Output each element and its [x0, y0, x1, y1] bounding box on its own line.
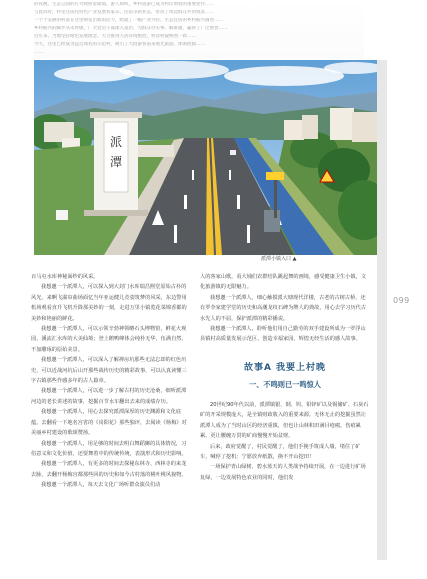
paragraph: 我想邀一个派潭人，有更多的时间去探秘东林寺、西林寺的来龙去脉，去翻开杨梅宫都那些回的历史和如今古村落的桃叶桃风貌物。: [31, 461, 187, 478]
gate-sign-char: 派: [109, 135, 123, 149]
right-text-column-top: [200, 272, 370, 345]
left-text-column: [31, 272, 187, 491]
paragraph: 20世纪90年代以前，派潭镇银、钢、钨、铅锌矿以及锡储矿、石灰石矿的开采规模庞大，是全镇财政收入的重要来源。无休无止的挖掘虽然让派潭人成为了当时山区的经济重镇，但也让山林积田满目疮痍，伤痕累累，更让腰缠万贯的矿商慢慢开始盆财。: [200, 402, 369, 440]
chapter-title: 故事A 我要上村晚: [243, 363, 327, 373]
paragraph: 我想邀一个派潭人，每天去文化广场听群众演员们动: [41, 482, 161, 489]
paragraph: 百马屯水库神秘面纱的风采。: [31, 274, 99, 280]
faded-line: 与此同时，村里还依托特色产业发展农家乐、民宿等新业态，带动了周边群众共同致富……: [34, 10, 214, 15]
section-title: 一、不鸣则已一鸣惊人: [249, 380, 321, 389]
paragraph: 一场保护青山绿树、碧水蓝天的人类战争持续开展，在一边进行矿场复绿，一边发展特色农业的同时，他们发: [200, 464, 366, 481]
faded-line: 乡村振兴的脚步从未停歇，广大党员干部深入基层，为群众办实事、解难题，赢得了广泛赞誉……: [34, 26, 228, 31]
faded-line: 近年来，当地坚持绿色发展理念，大力推进人居环境整治，村容村貌焕然一新……: [34, 34, 196, 39]
page-edge-bar: [377, 60, 387, 560]
page-number: 099: [393, 296, 410, 305]
paragraph: 我想邀一个派潭人，可以深入了解禅房坑那些无法忘却的红色历史，可以近战河坑后山开那些战传历史的精彩故事，可以认真读懂三字古镇那些作感多年的古人篇章。: [31, 357, 187, 385]
faded-line: ……: [34, 50, 43, 55]
paragraph: 我想邀一个派潭人，细心触摸派大塘现代洋楼，古老的古树古桥，还有罗伞家建学堂的历史和高潮龙纹石碑为牌人的典故，用心去学习历代古水先人的不屈，保护派潭的精彩播说。: [200, 294, 367, 322]
paragraph: 我想邀一个派潭人，用心去探究派潭深厚的历史渊源和文化底蕴。去翻看一下地名宫省的《岗阳花》那些独评，去阅读《杨梅》对美丽乡村建设的歌颂赞扬。: [31, 409, 187, 437]
photo-caption: 派潭小镇入口 ▲: [261, 256, 297, 262]
right-text-column-bottom: [200, 400, 370, 483]
paragraph: 我想邀一个派潭人，可以进一步了解古村的历史沧桑，细听派潭河边的老长讲述的故事，挖掘百节水车翻出去来的成绩存历。: [31, 388, 187, 405]
faded-text-block: [34, 0, 364, 58]
paragraph: 我想邀一个派潭人，可以探入到大封门水库瑞昌熙堂原始古朴的风光，来啊飞瀑帘曲场面忆当年亚运健儿竞姿筑梦的风采，东边警用机场观看直升飞机升降那美妙的一刻，走进万里小镇览花菜锦香都的美妙和艳丽的鲜花。: [31, 284, 187, 322]
faded-line: 今天，这里已经成为远近闻名的示范村，吸引了大批游客前来观光旅游、休闲度假……: [34, 42, 205, 47]
paragraph: 我想邀一个派潭人，可以示领辛勃神领略石头博物馆，鲜花大观园、溪流汇水库的大美仙境；登上鹅鸭峰体会纯朴无华、伍满自然、不加雕琢的原始美景。: [31, 326, 187, 353]
gate-sign-char: 潭: [109, 155, 123, 169]
paragraph: 人的客家山歌，看大埔们农群结队跳起舞的画境，感受健康卫生小镇，文化旅游镇的无限魅力。: [200, 274, 367, 291]
town-entrance-photo: [34, 60, 377, 255]
paragraph: 后来，政府觉醒了，村民觉醒了，他们手挽手筑成人墙，堵住了矿车，喊停了挖机：宁愿放弃纸散，换不开山挖田！: [200, 443, 361, 461]
faded-line: 的夜晚，生态公园的灯火映照着湖面，游人如织，乡村旅游已成为村民增收的重要途径……: [34, 2, 214, 7]
paragraph: 我想邀一个派潭人，聆听他们用自己勤劳的双手建设所成为一罗浮山县镇村高质量发展示范区、创造幸福家园，辉煌无经生活的感人故事。: [200, 326, 366, 343]
paragraph: 我想邀一个派潭人，用足够的时间去明白舞蹈狮的具体情况，习俗意义和文化价值，还要舞着中的传统传统，表演形式和历史影响。: [31, 440, 187, 457]
faded-line: 一个个美丽的村落在这里焕发出新的活力，绘就了一幅产业兴旺、生态宜居的乡村振兴画卷……: [34, 18, 223, 23]
